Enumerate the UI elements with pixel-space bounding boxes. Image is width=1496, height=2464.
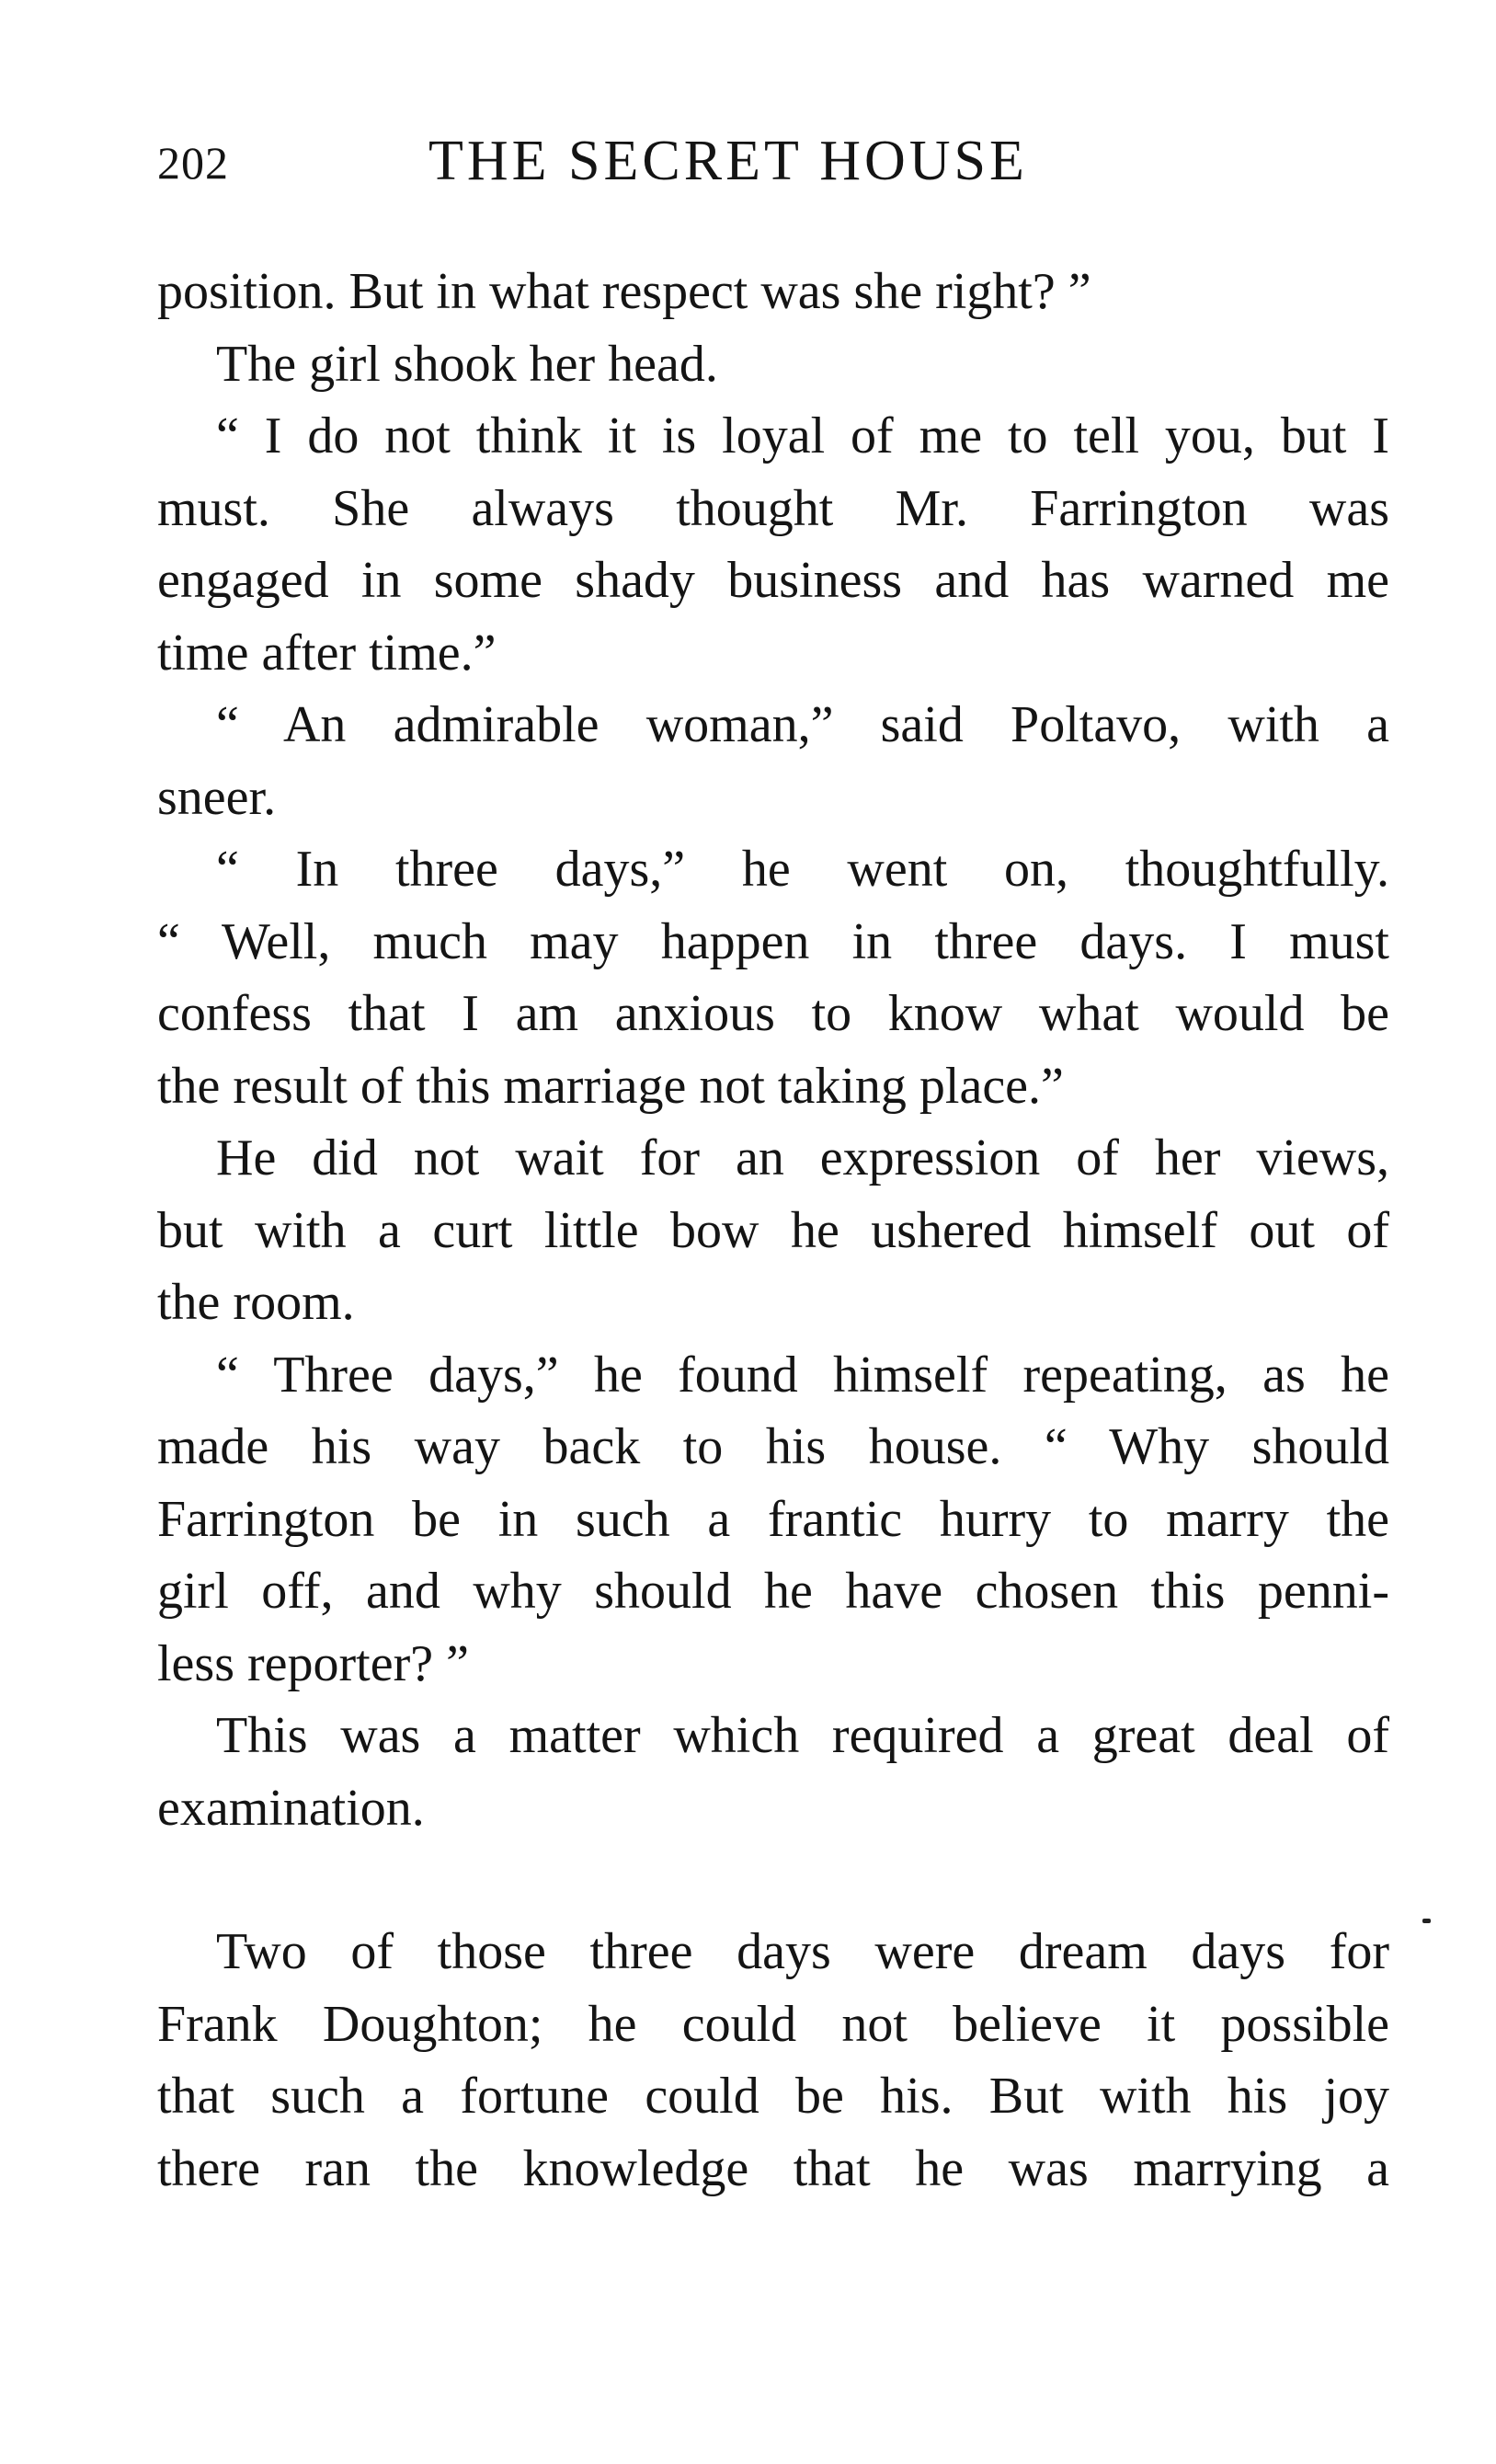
text-line: made his way back to his house. “ Why should bbox=[157, 1418, 1389, 1475]
text-line: must. She always thought Mr. Farrington was bbox=[157, 479, 1389, 537]
text-line: confess that I am anxious to know what would be bbox=[157, 985, 1389, 1042]
text-line: sneer. bbox=[157, 768, 277, 826]
text-line: “ I do not think it is loyal of me to tell you, but I bbox=[216, 407, 1389, 464]
page-header bbox=[157, 129, 1389, 202]
running-title: THE SECRET HOUSE bbox=[428, 130, 1028, 192]
page-number: 202 bbox=[157, 137, 229, 189]
text-line: This was a matter which required a great deal of bbox=[216, 1707, 1389, 1764]
text-line: engaged in some shady business and has warned me bbox=[157, 552, 1389, 609]
text-line: Two of those three days were dream days for bbox=[216, 1923, 1389, 1980]
text-line: girl off, and why should he have chosen this penni- bbox=[157, 1563, 1389, 1620]
text-line: The girl shook her head. bbox=[216, 335, 718, 393]
text-line: the result of this marriage not taking place.” bbox=[157, 1057, 1064, 1115]
text-line: Farrington be in such a frantic hurry to marry the bbox=[157, 1490, 1389, 1548]
text-line: “ Well, much may happen in three days. I must bbox=[157, 912, 1389, 970]
text-line: Frank Doughton; he could not believe it possible bbox=[157, 1995, 1389, 2053]
section-break bbox=[157, 1844, 1389, 1916]
text-line: “ An admirable woman,” said Poltavo, with a bbox=[216, 696, 1389, 753]
text-line: “ Three days,” he found himself repeating, as he bbox=[216, 1346, 1389, 1404]
text-line: there ran the knowledge that he was marrying a bbox=[157, 2139, 1389, 2197]
text-line: less reporter? ” bbox=[157, 1634, 469, 1692]
text-line: “ In three days,” he went on, thoughtfully. bbox=[216, 841, 1389, 898]
body-text bbox=[157, 256, 1389, 2205]
text-line: examination. bbox=[157, 1779, 425, 1837]
print-speck bbox=[1422, 1919, 1431, 1923]
text-line: but with a curt little bow he ushered himself out of bbox=[157, 1201, 1389, 1259]
text-line: the room. bbox=[157, 1274, 355, 1331]
text-line: that such a fortune could be his. But with his joy bbox=[157, 2068, 1389, 2125]
text-line: position. But in what respect was she right? ” bbox=[157, 263, 1091, 320]
text-line: He did not wait for an expression of her views, bbox=[216, 1129, 1389, 1186]
text-line: time after time.” bbox=[157, 624, 497, 682]
